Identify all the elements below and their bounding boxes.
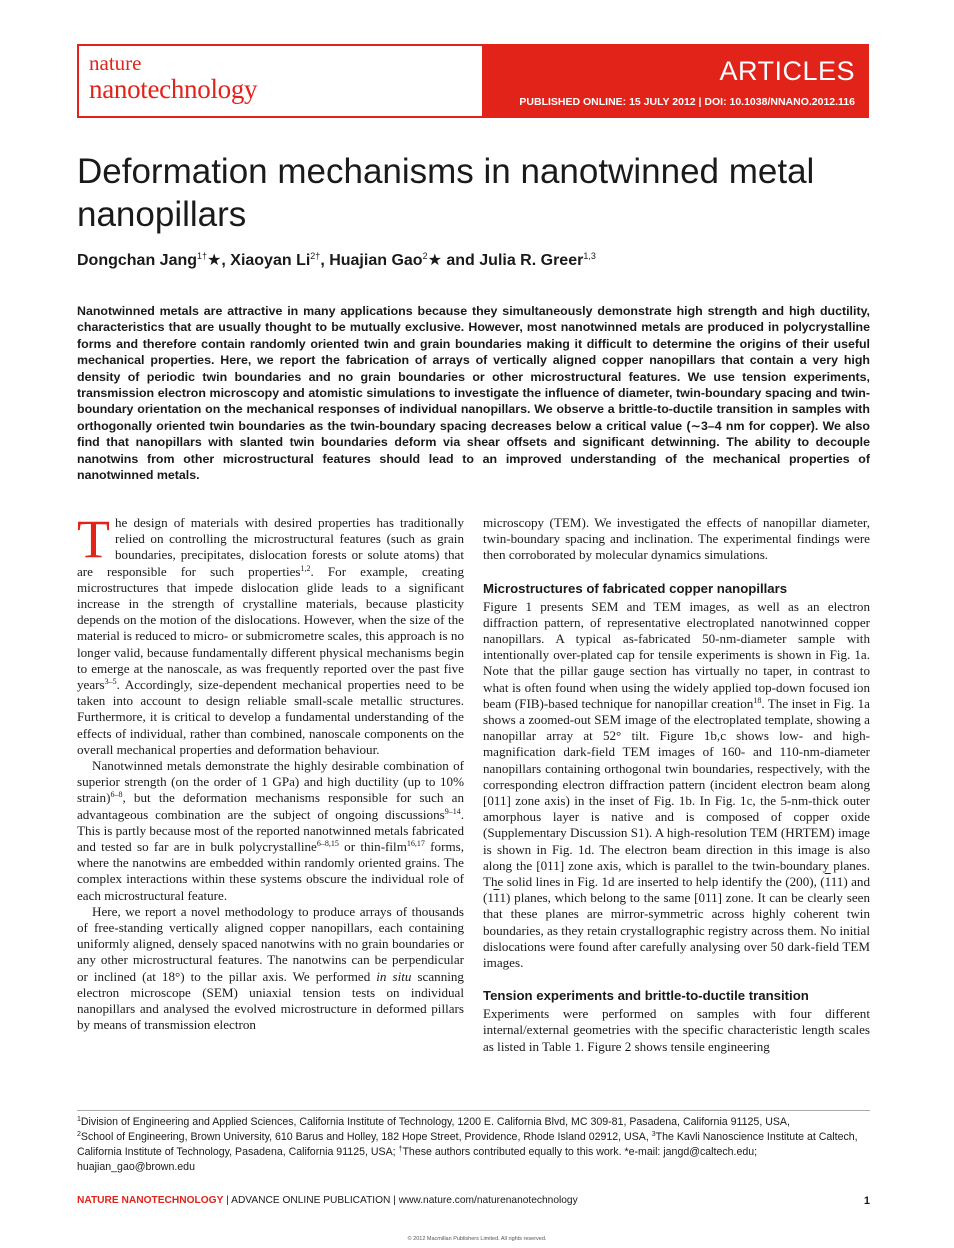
author-name: Julia R. Greer (479, 252, 584, 269)
paragraph (483, 599, 870, 972)
corresponding-star: ★ (207, 252, 222, 269)
text-run: 11) and (1 (483, 874, 870, 906)
section-heading: Tension experiments and brittle-to-ductile transition (483, 988, 809, 1004)
author-affiliation: 2 (422, 251, 428, 261)
journal-logo-line1: nature (89, 51, 142, 75)
text-run: or thin-film (338, 839, 407, 855)
citation: 9–14 (444, 806, 461, 816)
text-run: Nanotwinned metals demonstrate the highly desirable combination of superior strength (on the order of 1 GPa) and high ductility (up to 10% strain) (77, 758, 464, 806)
body-column-right (483, 515, 870, 1055)
text-run: . The inset in Fig. 1a shows a zoomed-out SEM image of the electroplated template, showing a nanopillar array at 52° tilt. Figure 1b,c shows low- and high-magnification dark-field TEM images of 160- and 110-nm-diameter nanopillars containing orthogonal twin boundaries, respectively, with the corresponding electron diffraction pattern (incident electron beam along [011] zone axis) in the inset of Fig. 1b. In Fig. 1c, the 5-nm-thick outer amorphous layer is native and is composed of copper oxide (Supplementary Discussion S1). A high-resolution TEM (HRTEM) image is shown in Fig. 1d. The electron beam direction in this image is also along the [011] zone axis, which is parallel to the twin-boundary planes. The solid lines in Fig. 1d are inserted to help identify the (200), ( (483, 695, 870, 890)
author-name: Xiaoyan Li (230, 252, 311, 269)
citation: 6–8,15 (316, 839, 339, 849)
paragraph (77, 509, 464, 758)
section-label: ARTICLES (719, 56, 855, 86)
overbar-index: 1 (493, 890, 500, 906)
paragraph: microscopy (TEM). We investigated the effects of nanopillar diameter, twin-boundary spacing and inclination. The experimental findings were then corroborated by molecular dynamics simulations. (483, 515, 870, 563)
footnote-marker: 3 (651, 1131, 656, 1138)
footer-info: | ADVANCE ONLINE PUBLICATION | www.nature.com/naturenanotechnology (223, 1195, 578, 1206)
page-footer (77, 1195, 870, 1207)
author-list (77, 251, 596, 271)
footnote-text: The Kavli Nanoscience Institute at Caltech, California Institute of Technology, Pasadena, California 91125, USA; (77, 1131, 858, 1158)
text-run: scanning electron microscope (SEM) uniaxial tension tests on individual nanopillars and analysed the evolved microstructure in deformed pillars by means of transmission electron (77, 968, 464, 1033)
drop-cap: T (77, 509, 110, 569)
journal-masthead (77, 44, 869, 118)
text-run: . For example, creating microstructures that impede dislocation glide leads to a significant increase in the strength of crystalline materials, because plasticity depends on the motion of the dislocations. However, when the size of the material is reduced to micro- or submicrometre scales, this approach is no longer valid, because fundamentally different physical mechanisms begin to emerge at the nanoscale, as was frequently reported over the past five years (77, 563, 464, 693)
author-name: Huajian Gao (329, 252, 423, 269)
citation: 6–8 (110, 790, 123, 800)
author-affiliation: 2† (310, 251, 321, 261)
text-run: he design of materials with desired properties has traditionally relied on controlling the microstructural features (such as grain boundaries, precipitates, dislocation forests or solute atoms) that are responsible for such properties (77, 515, 464, 579)
corresponding-star: ★ (427, 252, 442, 269)
article-title: Deformation mechanisms in nanotwinned metal nanopillars (77, 152, 815, 234)
page-number: 1 (863, 1195, 870, 1207)
citation: 1,2 (300, 563, 311, 573)
text-run: Here, we report a novel methodology to produce arrays of thousands of free-standing vertically aligned copper nanopillars, each containing uniformly aligned, densely spaced nanotwins with no grain boundaries or any other microstructural features. The nanotwins can be perpendicular or inclined (at 18°) to the pillar axis. We performed (77, 903, 464, 984)
paragraph (77, 904, 464, 1034)
section-heading: Microstructures of fabricated copper nanopillars (483, 580, 788, 596)
footer-journal-name: NATURE NANOTECHNOLOGY (77, 1195, 224, 1206)
affiliation-footnotes (77, 1115, 872, 1175)
citation: 16,17 (406, 839, 425, 849)
text-run: , but the deformation mechanisms responsible for such an advantageous combination are the subject of ongoing discussions (77, 790, 464, 822)
footnote-marker: 2 (77, 1131, 81, 1138)
copyright-notice: © 2012 Macmillan Publishers Limited. All rights reserved. (407, 1236, 547, 1242)
author-affiliation: 1† (197, 251, 208, 261)
text-run: Figure 1 presents SEM and TEM images, as well as an electron diffraction pattern, of representative electroplated nanotwinned copper nanopillars. A typical as-fabricated 50-nm-diameter sample with intentionally over-plated cap for tensile experiments is shown in Fig. 1a. Note that the pillar gauge section has virtually no taper, in contrast to what is often found when using the widely applied top-down focused ion beam (FIB)-based technique for nanopillar creation (483, 598, 870, 711)
italic-term: in situ (376, 968, 412, 984)
text-run: . This is partly because most of the reported nanotwinned metals fabricated and tested so far are in bulk polycrystalline (77, 806, 464, 855)
footnote-marker: 1 (77, 1116, 81, 1123)
paragraph (77, 758, 464, 904)
publication-info: PUBLISHED ONLINE: 15 JULY 2012 | DOI: 10.1038/NNANO.2012.116 (519, 96, 855, 108)
author-separator: and (441, 252, 480, 269)
footnote-text: Division of Engineering and Applied Sciences, California Institute of Technology, 1200 E. California Blvd, MC 309-81, Pasadena, California 91125, USA, (80, 1116, 790, 1128)
author-name: Dongchan Jang (77, 252, 198, 269)
abstract: Nanotwinned metals are attractive in many applications because they simultaneously demonstrate high strength and high ductility, characteristics that are usually thought to be mutually exclusive. However, most nanotwinned metals are produced in polycrystalline forms and therefore contain randomly oriented twin and grain boundaries making it difficult to determine the origins of their useful mechanical properties. Here, we report the fabrication of arrays of vertically aligned copper nanopillars that contain a very high density of periodic twin boundaries and no grain boundaries or other microstructural features. We use tension experiments, transmission electron microscopy and atomistic simulations to investigate the influence of diameter, twin-boundary spacing and twin-boundary orientation on the mechanical responses of individual nanopillars. We observe a brittle-to-ductile transition in samples with orthogonally oriented twin boundaries as the twin-boundary spacing decreases below a critical value (∼3–4 nm for copper). We also find that nanopillars with slanted twin boundaries deform via shear offsets and significant detwinning. The ability to decouple nanotwins from other microstructural features should lead to an improved understanding of the mechanical properties of nanotwinned metals. (77, 304, 870, 483)
paragraph: Experiments were performed on samples with four different internal/external geometries with the specific characteristic length scales as listed in Table 1. Figure 2 shows tensile engineering (483, 1006, 870, 1054)
body-column-left (77, 509, 464, 1034)
footnote-text: These authors contributed equally to this work. *e-mail: jangd@caltech.edu; huajian_gao@brown.edu (77, 1146, 758, 1173)
text-run: 1) planes, which belong to the same [011] zone. It can be clearly seen that these planes are mirror-symmetric across highly coherent twin boundaries, as they retain crystallographic registry across them. No initial dislocations were found after carefully analysing over 50 dark-field TEM images. (483, 890, 870, 971)
masthead-banner (482, 46, 869, 116)
footnote-divider (77, 1110, 870, 1111)
author-affiliation: 1,3 (583, 251, 596, 261)
journal-logo-line2: nanotechnology (89, 74, 258, 104)
footnote-marker: † (398, 1146, 403, 1153)
text-run: forms, where the nanotwins are embedded within randomly oriented grains. The complex interactions within these systems obscure the individual role of each microstructural feature. (77, 839, 464, 903)
footnote-text: School of Engineering, Brown University, 610 Barus and Holley, 182 Hope Street, Providence, Rhode Island 02912, USA, (80, 1131, 652, 1143)
text-run: . Accordingly, size-dependent mechanical properties need to be taken into account to design reliable small-scale metallic structures. Furthermore, it is critical to develop a fundamental understanding of the effects of individual, rather than combined, nanoscale components on the overall mechanical properties and deformation behaviour. (77, 677, 464, 757)
author-separator: , (320, 252, 330, 269)
overbar-index: 1 (824, 874, 831, 890)
citation: 18 (753, 695, 762, 705)
author-separator: , (221, 252, 231, 269)
citation: 3–5 (104, 677, 117, 687)
